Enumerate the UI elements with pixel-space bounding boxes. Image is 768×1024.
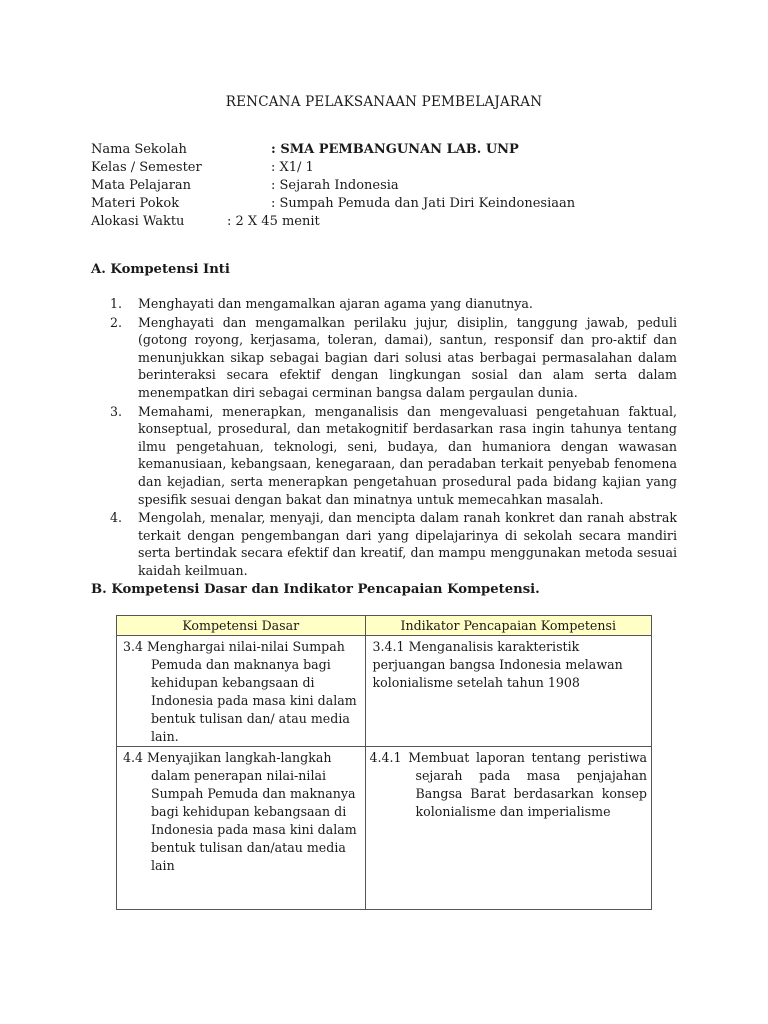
list-number: 1. — [110, 296, 123, 311]
list-number: 3. — [110, 403, 123, 419]
section-a-heading: A. Kompetensi Inti — [91, 262, 230, 277]
list-item — [110, 509, 677, 579]
list-item — [110, 295, 677, 313]
cell-text: 4.4.1 Membuat laporan tentang peristiwa sejarah pada masa penjajahan Bangsa Barat berdasarkan konsep kolonialisme dan imperialisme — [369, 750, 647, 819]
section-b-heading: B. Kompetensi Dasar dan Indikator Pencapaian Kompetensi. — [91, 582, 540, 597]
table-cell-kd — [117, 636, 366, 747]
info-value: : X1/ 1 — [271, 160, 314, 175]
info-label: Materi Pokok — [91, 196, 180, 211]
info-label: Kelas / Semester — [91, 160, 202, 175]
info-value: : 2 X 45 menit — [227, 214, 320, 229]
list-text: Menghayati dan mengamalkan perilaku jujur, disiplin, tanggung jawab, peduli (gotong royong, kerjasama, toleran, damai), santun, responsif dan pro-aktif dan menunjukkan sikap sebagai bagian dari solusi atas berbagai permasalahan dalam berinteraksi secara efektif dengan lingkungan sosial dan alam serta dalam menempatkan diri sebagai cerminan bangsa dalam pergaulan dunia. — [138, 314, 677, 400]
column-header-indikator: Indikator Pencapaian Kompetensi — [365, 616, 651, 636]
info-value: : SMA PEMBANGUNAN LAB. UNP — [271, 142, 519, 157]
info-value: : Sejarah Indonesia — [271, 178, 399, 193]
list-item — [110, 403, 677, 509]
list-number: 4. — [110, 510, 123, 526]
info-label: Mata Pelajaran — [91, 178, 192, 193]
list-text: Memahami, menerapkan, menganalisis dan mengevaluasi pengetahuan faktual, konseptual, prosedural, dan metakognitif berdasarkan rasa ingin tahunya tentang ilmu pengetahuan, teknologi, seni, budaya, dan humaniora dengan wawasan kemanusiaan, kebangsaan, kenegaraan, dan peradaban terkait penyebab fenomena dan kejadian, serta menerapkan pengetahuan prosedural pada bidang kajian yang spesifik sesuai dengan bakat dan minatnya untuk memecahkan masalah. — [138, 403, 677, 507]
info-value: : Sumpah Pemuda dan Jati Diri Keindonesiaan — [271, 196, 576, 211]
info-label: Nama Sekolah — [91, 142, 187, 157]
cell-text: 4.4 Menyajikan langkah-langkah dalam penerapan nilai-nilai Sumpah Pemuda dan maknanya bagi kehidupan kebangsaan di Indonesia pada masa kini dalam bentuk tulisan dan/atau media lain — [123, 750, 357, 873]
list-text: Mengolah, menalar, menyaji, dan mencipta dalam ranah konkret dan ranah abstrak terkait dengan pengembangan dari yang dipelajarinya di sekolah secara mandiri serta bertindak secara efektif dan kreatif, dan mampu menggunakan metoda sesuai kaidah keilmuan. — [138, 510, 677, 578]
list-number: 2. — [110, 314, 123, 330]
info-label: Alokasi Waktu — [91, 214, 185, 229]
table-cell-kd — [117, 747, 366, 910]
table-row — [117, 747, 652, 910]
cell-text: 3.4 Menghargai nilai-nilai Sumpah Pemuda dan maknanya bagi kehidupan kebangsaan di Indonesia pada masa kini dalam bentuk tulisan dan/ atau media lain. — [123, 639, 357, 744]
table-row — [117, 636, 652, 747]
list-text: Menghayati dan mengamalkan ajaran agama yang dianutnya. — [138, 296, 533, 311]
table-cell-indikator — [365, 747, 651, 910]
page-title: RENCANA PELAKSANAAN PEMBELAJARAN — [225, 94, 543, 110]
kompetensi-inti-list — [110, 295, 677, 581]
column-header-kd: Kompetensi Dasar — [117, 616, 366, 636]
cell-text: 3.4.1 Menganalisis karakteristik perjuangan bangsa Indonesia melawan kolonialisme setelah tahun 1908 — [372, 639, 623, 690]
table-header-row — [117, 616, 652, 636]
competency-table — [116, 615, 652, 910]
table-cell-indikator — [365, 636, 651, 747]
list-item — [110, 314, 677, 402]
